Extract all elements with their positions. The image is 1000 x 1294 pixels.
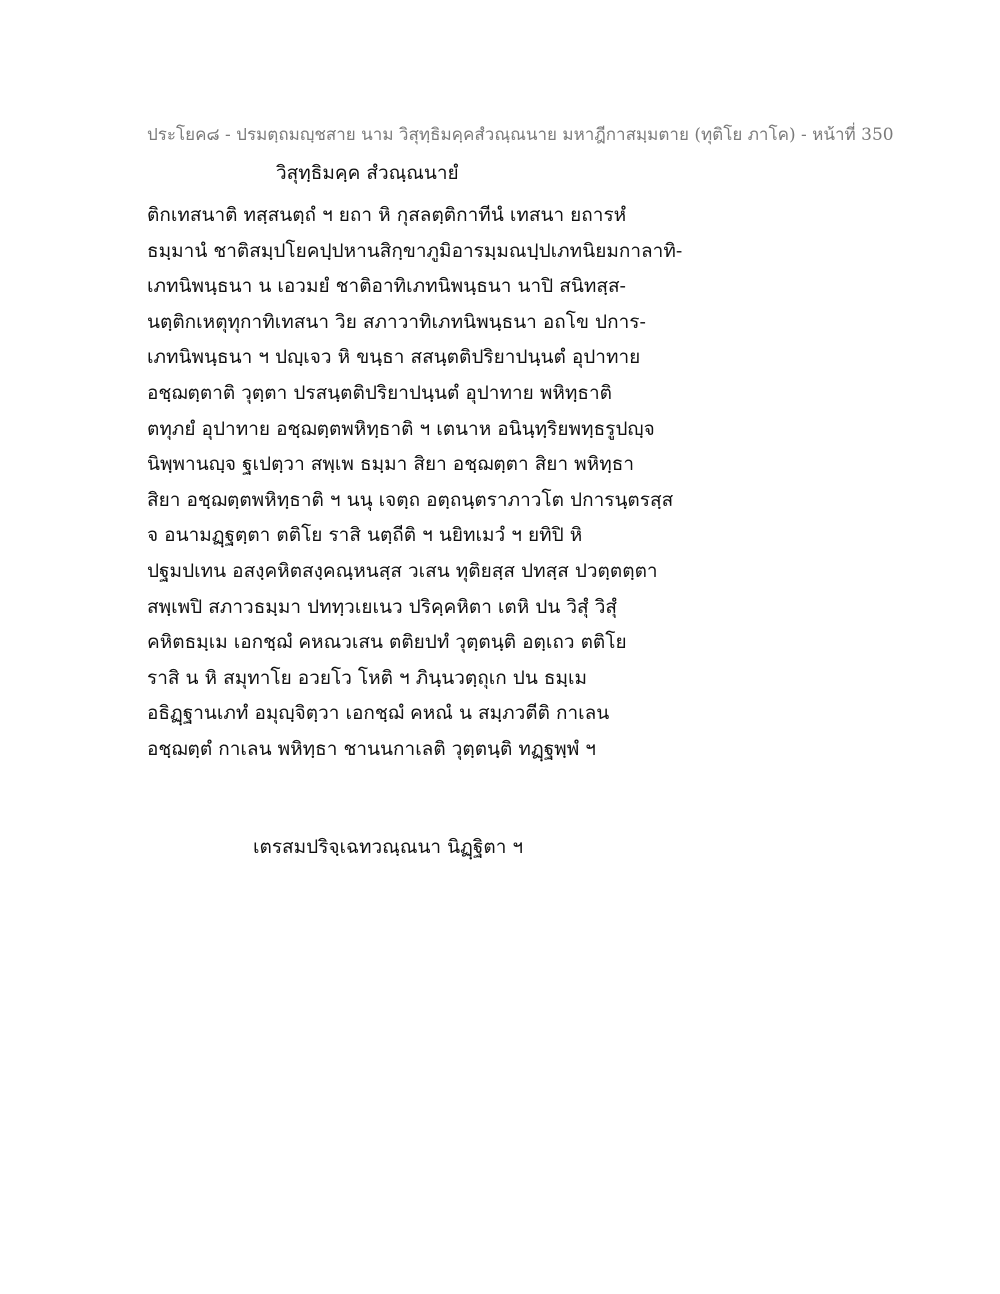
body-line: ปฐมปเทน อสงฺคหิตสงฺคณฺหนสฺส วเสน ทุติยสฺส ปทสฺส ปวตฺตตฺตา bbox=[147, 559, 658, 582]
body-line: คหิตธมฺเม เอกชฺฌํ คหณวเสน ตติยปทํ วุตฺตนฺติ อตฺเถว ตติโย bbox=[147, 631, 627, 654]
body-line: นตฺติกเหตุทุกาทิเทสนา วิย สภาวาทิเภทนิพนฺธนา อถโข ปการ- bbox=[147, 310, 646, 333]
section-title: วิสุทฺธิมคฺค สํวณฺณนายํ bbox=[276, 162, 459, 184]
chapter-closing-line: เตรสมปริจฺเฉทวณฺณนา นิฏฺฐิตา ฯ bbox=[253, 836, 524, 858]
running-header: ประโยค๘ - ปรมตฺถมญฺชสาย นาม วิสุทฺธิมคฺคสํวณฺณนาย มหาฎีกาสมฺมตาย (ทุติโย ภาโค) - หน้าที่ 350 bbox=[147, 125, 894, 145]
body-line: เภทนิพนฺธนา น เอวมยํ ชาติอาทิเภทนิพนฺธนา นาปิ สนิทสฺส- bbox=[147, 275, 626, 298]
body-line: ติกเทสนาติ ทสฺสนตฺถํ ฯ ยถา หิ กุสลตฺติกาทีนํ เทสนา ยถารหํ bbox=[147, 204, 627, 226]
body-line: ธมฺมานํ ชาติสมฺปโยคปฺปหานสิกฺขาภูมิอารมฺมณปฺปเภทนิยมกาลาทิ- bbox=[147, 239, 683, 262]
body-line: ตทุภยํ อุปาทาย อชฺฌตฺตพหิทฺธาติ ฯ เตนาห อนินฺทฺริยพทฺธรูปญฺจ bbox=[147, 417, 655, 440]
body-line: นิพฺพานญฺจ ฐเปตฺวา สพฺเพ ธมฺมา สิยา อชฺฌตฺตา สิยา พหิทฺธา bbox=[147, 453, 634, 476]
body-line: สิยา อชฺฌตฺตพหิทฺธาติ ฯ นนุ เจตฺถ อตฺถนฺตราภาวโต ปการนฺตรสฺส bbox=[147, 488, 674, 511]
body-line: อชฺฌตฺตํ กาเลน พหิทฺธา ชานนกาเลติ วุตฺตนฺติ ทฏฺฐพฺพํ ฯ bbox=[147, 737, 596, 760]
body-line: อธิฏฺฐานเภทํ อมุญฺจิตฺวา เอกชฺฌํ คหณํ น สมฺภวตีติ กาเลน bbox=[147, 702, 610, 725]
body-line: เภทนิพนฺธนา ฯ ปญฺเจว หิ ขนฺธา สสนฺตติปริยาปนฺนตํ อุปาทาย bbox=[147, 346, 641, 369]
body-line: อชฺฌตฺตาติ วุตฺตา ปรสนฺตติปริยาปนฺนตํ อุปาทาย พหิทฺธาติ bbox=[147, 381, 613, 404]
body-text bbox=[147, 198, 707, 768]
body-line: ราสิ น หิ สมุทาโย อวยโว โหติ ฯ ภินฺนวตฺถุเก ปน ธมฺเม bbox=[147, 666, 588, 689]
body-line: สพฺเพปิ สภาวธมฺมา ปททฺวเยเนว ปริคฺคหิตา เตหิ ปน วิสุํ วิสุํ bbox=[147, 595, 617, 618]
body-line: จ อนามฏฺฐตฺตา ตติโย ราสิ นตฺถีติ ฯ นยิทเมวํ ฯ ยทิปิ หิ bbox=[147, 524, 583, 547]
